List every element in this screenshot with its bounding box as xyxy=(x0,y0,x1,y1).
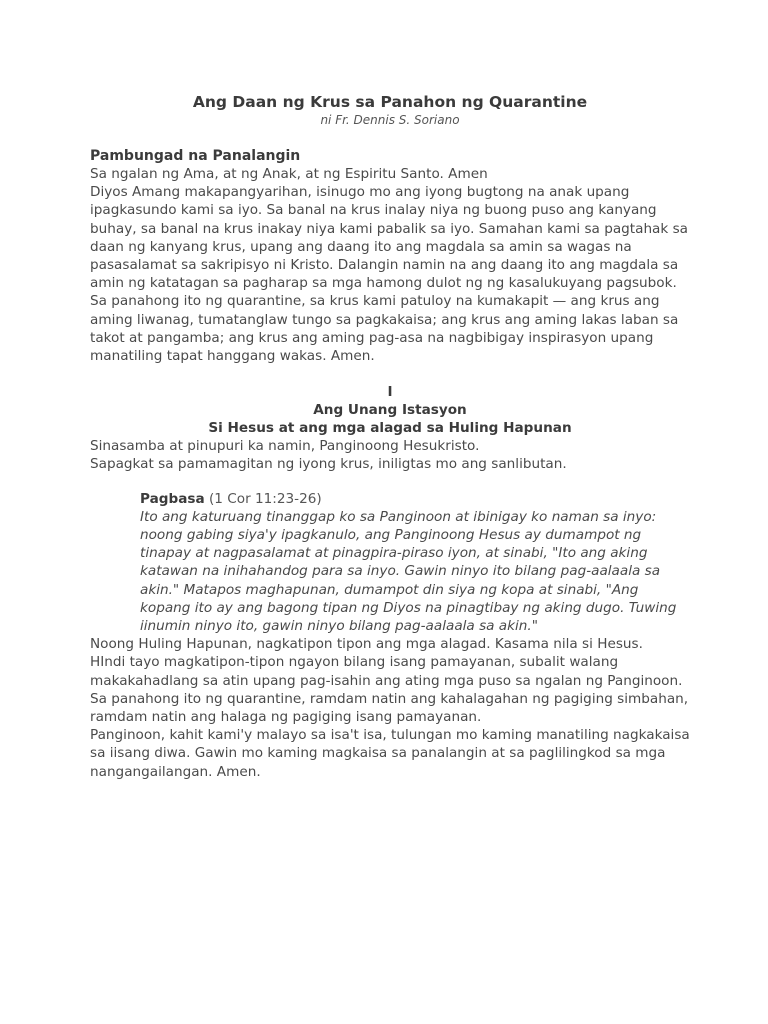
document-title: Ang Daan ng Krus sa Panahon ng Quarantine xyxy=(192,93,588,111)
station-subtitle: Si Hesus at ang mga alagad sa Huling Hapunan xyxy=(208,420,572,437)
reflection-paragraph-1: Noong Huling Hapunan, nagkatipon tipon ang mga alagad. Kasama nila si Hesus. xyxy=(90,636,643,653)
opening-prayer-paragraph: Diyos Amang makapangyarihan, isinugo mo ang iyong bugtong na anak upang ipagkasundo kami sa iyo. Sa banal na krus inalay niya ng buong puso ang kanyang buhay, sa banal na krus inakay niya kami pabalik sa iyo. Samahan kami sa pagtahak sa daan ng kanyang krus, upang ang daang ito ang magdala sa amin sa wagas na pasasalamat sa sakripisyo ni Kristo. Dalangin namin na ang daang ito ang magdala sa amin ng katatagan sa pagharap sa mga hamong dulot ng ng kasalukuyang pagsubok. xyxy=(90,184,688,292)
document-page xyxy=(90,92,690,781)
reflection-paragraph-2: HIndi tayo magkatipon-tipon ngayon bilang isang pamayanan, subalit walang makakahadlang sa atin upang pag-isahin ang ating mga puso sa ngalan ng Panginoon. Sa panahong ito ng quarantine, ramdam natin ang kahalagahan ng pagiging simbahan, ramdam natin ang halaga ng pagiging isang pamayanan. xyxy=(90,654,689,726)
station-heading xyxy=(90,383,690,437)
reading-text: Ito ang katuruang tinanggap ko sa Panginoon at ibinigay ko naman sa inyo: noong gabing siya'y ipagkanulo, ang Panginoong Hesus ay dumampot ng tinapay at nagpasalamat at pinagpira-piraso iyon, at sinabi, "Ito ang aking katawan na inihahandog para sa inyo. Gawin ninyo ito bilang pag-aalaala sa akin." Matapos maghapunan, dumampot din siya ng kopa at sinabi, "Ang kopang ito ay ang bagong tipan ng Diyos na pinagtibay ng aking dugo. Tuwing iinumin ninyo ito, gawin ninyo bilang pag-aalaala sa akin." xyxy=(140,508,677,635)
reading-header xyxy=(140,490,690,508)
acclamation-line-1: Sinasamba at pinupuri ka namin, Panginoong Hesukristo. xyxy=(90,438,480,455)
acclamation-line-2: Sapagkat sa pamamagitan ng iyong krus, iniligtas mo ang sanlibutan. xyxy=(90,456,567,473)
reading-block xyxy=(140,490,690,636)
closing-prayer-paragraph: Panginoon, kahit kami'y malayo sa isa't isa, tulungan mo kaming manatiling nagkakaisa sa iisang diwa. Gawin mo kaming magkaisa sa panalangin at sa paglilingkod sa mga nangangailangan. Amen. xyxy=(90,727,690,780)
reading-label: Pagbasa xyxy=(140,490,205,507)
quarantine-prayer-paragraph: Sa panahong ito ng quarantine, sa krus kami patuloy na kumakapit — ang krus ang aming liwanag, tumatanglaw tungo sa pagkakaisa; ang krus ang aming lakas laban sa takot at pangamba; ang krus ang aming pag-asa na nagbibigay inspirasyon upang manatiling tapat hanggang wakas. Amen. xyxy=(90,293,679,365)
reading-reference: (1 Cor 11:23-26) xyxy=(209,490,322,507)
opening-line: Sa ngalan ng Ama, at ng Anak, at ng Espiritu Santo. Amen xyxy=(90,166,488,182)
author-byline: ni Fr. Dennis S. Soriano xyxy=(320,113,460,127)
station-name: Ang Unang Istasyon xyxy=(313,402,467,419)
station-numeral: I xyxy=(387,384,393,401)
opening-prayer-heading: Pambungad na Panalangin xyxy=(90,148,301,164)
